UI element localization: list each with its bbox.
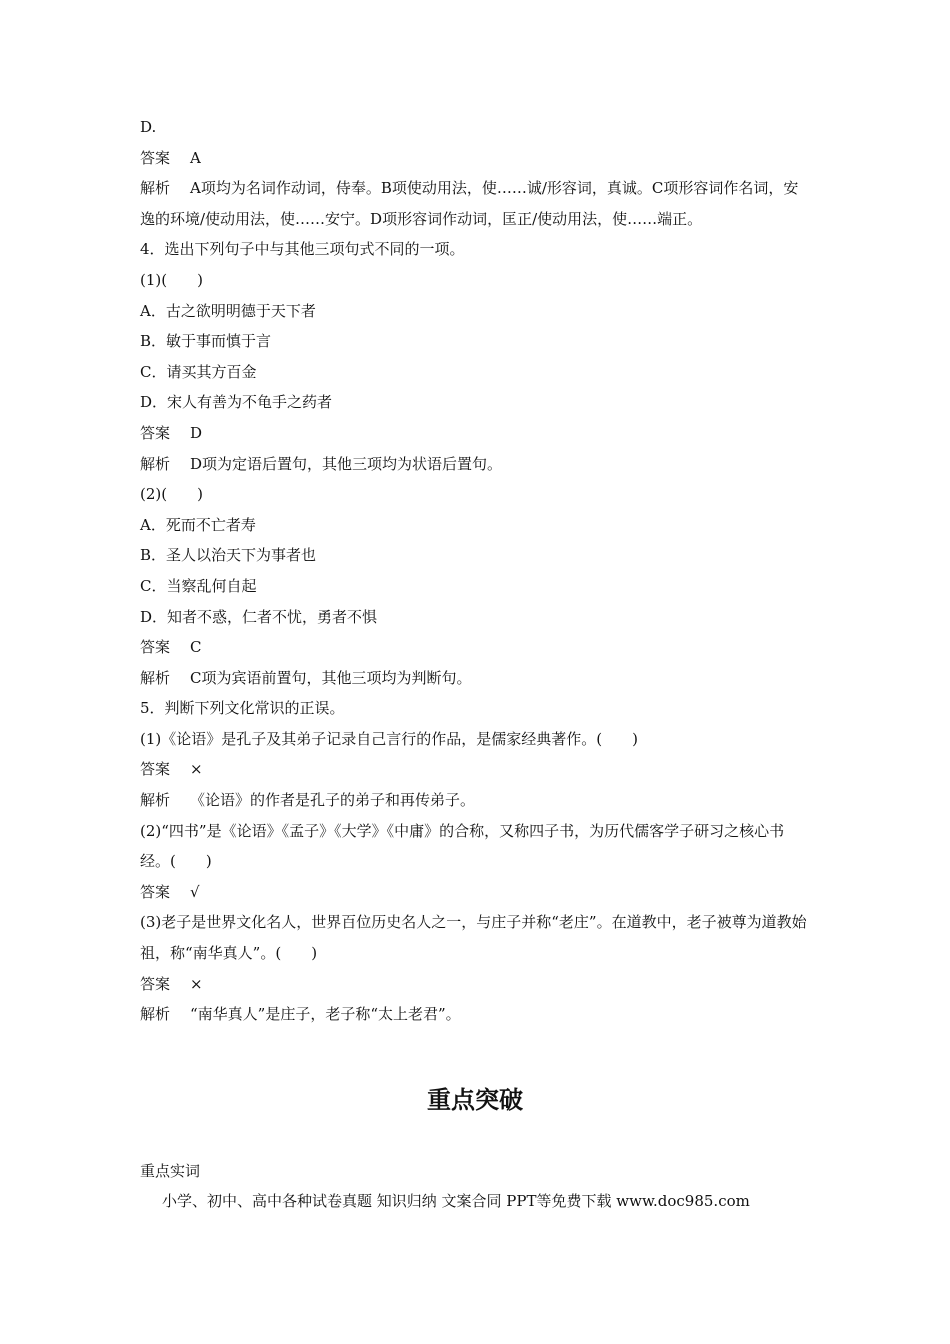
line-text: A．古之欲明明德于天下者 (140, 301, 316, 320)
line-text: C项为宾语前置句，其他三项均为判断句。 (190, 668, 472, 687)
line-text: 4．选出下列句子中与其他三项句式不同的一项。 (140, 240, 465, 259)
text-line (140, 112, 812, 143)
section-title: 重点突破 (427, 1086, 523, 1114)
line-text: D．知者不惑，仁者不忧，勇者不惧 (140, 607, 378, 626)
line-text: (1)《论语》是孔子及其弟子记录自己言行的作品，是儒家经典著作。( ) (140, 729, 638, 748)
text-line (140, 296, 812, 327)
text-line (140, 387, 812, 418)
line-text: (3)老子是世界文化名人，世界百位历史名人之一，与庄子并称“老庄”。在道教中，老子被尊为道教始祖，称“南华真人”。( ) (140, 913, 807, 963)
text-line (140, 816, 812, 877)
line-text: “南华真人”是庄子，老子称“太上老君”。 (190, 1005, 461, 1024)
line-text: B．敏于事而慎于言 (140, 332, 272, 351)
text-line (140, 693, 812, 724)
line-label: 解析 (140, 454, 171, 473)
line-text: A项均为名词作动词，侍奉。B项使动用法，使……诚/形容词，真诚。C项形容词作名词，安逸的环境/使动用法，使……安宁。D项形容词作动词，匡正/使动用法，使……端正。 (140, 179, 799, 228)
text-line (140, 418, 812, 449)
text-line (140, 754, 812, 785)
line-text: (2)( ) (140, 485, 203, 504)
line-text: B．圣人以治天下为事者也 (140, 546, 317, 565)
line-text: A．死而不亡者寿 (140, 515, 256, 534)
text-line (140, 143, 812, 174)
page-footer: 小学、初中、高中各种试卷真题 知识归纳 文案合同 PPT等免费下载 www.doc985.com (162, 1192, 750, 1210)
line-text: A (190, 148, 201, 167)
line-label: 答案 (140, 760, 171, 779)
line-label: 解析 (140, 1005, 171, 1024)
line-text: C (190, 638, 202, 657)
text-line (140, 449, 812, 480)
text-line (140, 969, 812, 1000)
text-line (140, 724, 812, 755)
text-line (140, 785, 812, 816)
line-label: 答案 (140, 882, 171, 901)
text-line (140, 173, 812, 234)
line-text: D．宋人有善为不龟手之药者 (140, 393, 333, 412)
text-line (140, 326, 812, 357)
text-line (140, 663, 812, 694)
line-text: C．当察乱何自起 (140, 576, 257, 595)
text-line (140, 265, 812, 296)
line-text: D. (140, 118, 157, 136)
text-line (140, 999, 812, 1030)
line-text: (2)“四书”是《论语》《孟子》《大学》《中庸》的合称，又称四子书，为历代儒客学子研习之核心书经。( ) (140, 821, 785, 871)
line-label: 答案 (140, 638, 171, 657)
line-text: 《论语》的作者是孔子的弟子和再传弟子。 (190, 791, 476, 810)
line-text: D (190, 423, 203, 442)
text-line (140, 571, 812, 602)
subsection-heading: 重点实词 (140, 1162, 201, 1180)
line-text: × (190, 974, 203, 993)
line-label: 答案 (140, 423, 171, 442)
line-label: 解析 (140, 668, 171, 687)
text-line (140, 479, 812, 510)
document-body (140, 112, 812, 1030)
line-text: D项为定语后置句，其他三项均为状语后置句。 (190, 454, 503, 473)
line-label: 解析 (140, 179, 171, 198)
line-text: C．请买其方百金 (140, 362, 257, 381)
line-text: √ (190, 882, 200, 901)
text-line (140, 877, 812, 908)
text-line (140, 907, 812, 968)
line-label: 答案 (140, 974, 171, 993)
text-line (140, 632, 812, 663)
text-line (140, 357, 812, 388)
line-text: 5．判断下列文化常识的正误。 (140, 699, 345, 718)
text-line (140, 234, 812, 265)
text-line (140, 540, 812, 571)
line-text: (1)( ) (140, 270, 203, 289)
line-text: × (190, 760, 203, 779)
text-line (140, 602, 812, 633)
line-label: 解析 (140, 791, 171, 810)
text-line (140, 510, 812, 541)
line-label: 答案 (140, 148, 171, 167)
